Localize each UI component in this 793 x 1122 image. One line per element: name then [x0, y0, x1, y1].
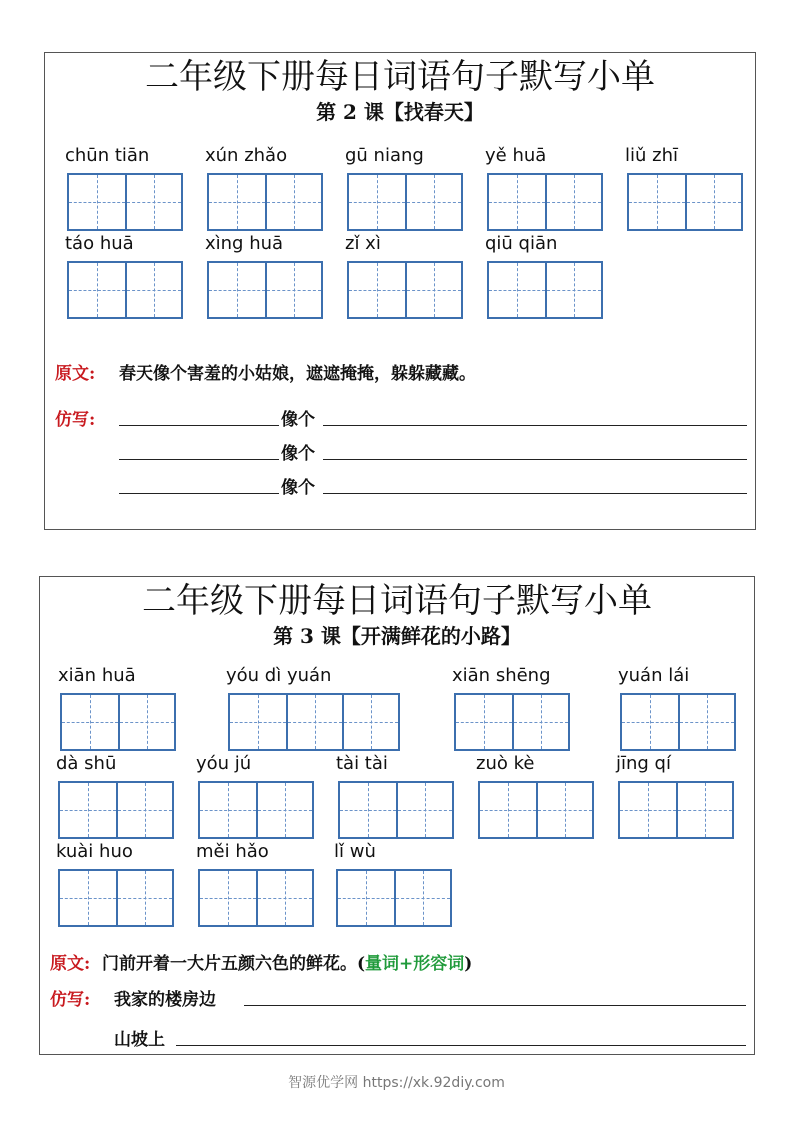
lesson-subtitle: 第 2 课【找春天】: [316, 100, 484, 124]
imitate-label: 仿写:: [50, 990, 91, 1010]
tianzige-grid: [347, 261, 463, 319]
writing-box[interactable]: [676, 783, 732, 837]
writing-box[interactable]: [256, 871, 312, 925]
writing-box[interactable]: [629, 175, 685, 229]
writing-box[interactable]: [536, 783, 592, 837]
writing-box[interactable]: [60, 871, 116, 925]
pinyin-label: kuài huo: [56, 841, 133, 862]
tianzige-grid: [487, 173, 603, 231]
writing-box[interactable]: [489, 263, 545, 317]
pinyin-label: měi hǎo: [196, 841, 269, 862]
answer-line[interactable]: [119, 493, 279, 494]
answer-line[interactable]: [119, 425, 279, 426]
writing-box[interactable]: [622, 695, 678, 749]
pinyin-label: tài tài: [336, 753, 388, 774]
writing-box[interactable]: [340, 783, 396, 837]
keyword-xiangge: 像个: [281, 410, 315, 430]
answer-line[interactable]: [323, 425, 747, 426]
writing-box[interactable]: [512, 695, 568, 749]
pinyin-label: liǔ zhī: [625, 145, 678, 166]
writing-box[interactable]: [256, 783, 312, 837]
tianzige-grid: [67, 261, 183, 319]
writing-box[interactable]: [545, 263, 601, 317]
writing-box[interactable]: [209, 175, 265, 229]
writing-box[interactable]: [405, 263, 461, 317]
writing-box[interactable]: [620, 783, 676, 837]
writing-box[interactable]: [405, 175, 461, 229]
keyword-xiangge: 像个: [281, 478, 315, 498]
imitate-prompt-2: 山坡上: [114, 1030, 165, 1050]
tianzige-grid: [336, 869, 452, 927]
lesson-subtitle: 第 3 课【开满鲜花的小路】: [273, 624, 521, 648]
writing-box[interactable]: [69, 263, 125, 317]
tianzige-grid: [627, 173, 743, 231]
writing-box[interactable]: [116, 783, 172, 837]
writing-box[interactable]: [116, 871, 172, 925]
writing-box[interactable]: [265, 175, 321, 229]
writing-box[interactable]: [342, 695, 398, 749]
writing-box[interactable]: [678, 695, 734, 749]
writing-box[interactable]: [230, 695, 286, 749]
tianzige-grid: [347, 173, 463, 231]
writing-box[interactable]: [62, 695, 118, 749]
tianzige-grid: [198, 869, 314, 927]
original-label: 原文:: [55, 364, 96, 384]
tianzige-grid: [618, 781, 734, 839]
pinyin-label: táo huā: [65, 233, 134, 254]
tianzige-grid: [228, 693, 400, 751]
tianzige-grid: [60, 693, 176, 751]
answer-line[interactable]: [323, 493, 747, 494]
tianzige-grid: [620, 693, 736, 751]
writing-box[interactable]: [200, 871, 256, 925]
tianzige-grid: [487, 261, 603, 319]
tianzige-grid: [58, 869, 174, 927]
tianzige-grid: [478, 781, 594, 839]
imitate-prompt-1: 我家的楼房边: [114, 990, 216, 1010]
worksheet-lesson-2: [44, 52, 756, 530]
pinyin-label: yuán lái: [618, 665, 690, 686]
writing-box[interactable]: [200, 783, 256, 837]
pinyin-label: xiān shēng: [452, 665, 551, 686]
pinyin-label: zuò kè: [476, 753, 535, 774]
pinyin-label: xún zhǎo: [205, 145, 288, 166]
tianzige-grid: [67, 173, 183, 231]
writing-box[interactable]: [286, 695, 342, 749]
imitate-label: 仿写:: [55, 410, 96, 430]
original-sentence: [102, 949, 472, 974]
tianzige-grid: [207, 261, 323, 319]
close-paren: ): [464, 954, 473, 974]
answer-line[interactable]: [176, 1045, 746, 1046]
tianzige-grid: [454, 693, 570, 751]
pinyin-label: zǐ xì: [345, 233, 381, 254]
writing-box[interactable]: [209, 263, 265, 317]
original-sentence: 春天像个害羞的小姑娘，遮遮掩掩，躲躲藏藏。: [119, 364, 476, 384]
writing-box[interactable]: [338, 871, 394, 925]
writing-box[interactable]: [125, 263, 181, 317]
sheet-title: 二年级下册每日词语句子默写小单: [145, 57, 655, 97]
tianzige-grid: [338, 781, 454, 839]
writing-box[interactable]: [685, 175, 741, 229]
writing-box[interactable]: [349, 175, 405, 229]
pinyin-label: xìng huā: [205, 233, 284, 254]
writing-box[interactable]: [396, 783, 452, 837]
writing-box[interactable]: [545, 175, 601, 229]
pinyin-label: jīng qí: [616, 753, 671, 774]
tianzige-grid: [207, 173, 323, 231]
tianzige-grid: [198, 781, 314, 839]
pinyin-label: chūn tiān: [65, 145, 150, 166]
writing-box[interactable]: [349, 263, 405, 317]
writing-box[interactable]: [60, 783, 116, 837]
writing-box[interactable]: [489, 175, 545, 229]
answer-line[interactable]: [119, 459, 279, 460]
pinyin-label: yóu dì yuán: [226, 665, 332, 686]
keyword-xiangge: 像个: [281, 444, 315, 464]
writing-box[interactable]: [125, 175, 181, 229]
source-watermark: 智源优学网 https://xk.92diy.com: [288, 1075, 505, 1091]
writing-box[interactable]: [118, 695, 174, 749]
pinyin-label: dà shū: [56, 753, 117, 774]
answer-line[interactable]: [323, 459, 747, 460]
pinyin-label: yě huā: [485, 145, 547, 166]
pinyin-label: lǐ wù: [334, 841, 376, 862]
pinyin-label: yóu jú: [196, 753, 252, 774]
pinyin-label: gū niang: [345, 145, 424, 166]
writing-box[interactable]: [394, 871, 450, 925]
writing-box[interactable]: [480, 783, 536, 837]
writing-box[interactable]: [265, 263, 321, 317]
original-sentence-text: 门前开着一大片五颜六色的鲜花。(: [102, 954, 366, 974]
pinyin-label: qiū qiān: [485, 233, 558, 254]
pinyin-label: xiān huā: [58, 665, 136, 686]
sheet-title: 二年级下册每日词语句子默写小单: [142, 581, 652, 621]
answer-line[interactable]: [244, 1005, 746, 1006]
original-label: 原文:: [50, 954, 91, 974]
worksheet-lesson-3: [39, 576, 755, 1055]
tianzige-grid: [58, 781, 174, 839]
grammar-hint: 量词+形容词: [365, 954, 465, 974]
writing-box[interactable]: [456, 695, 512, 749]
writing-box[interactable]: [69, 175, 125, 229]
